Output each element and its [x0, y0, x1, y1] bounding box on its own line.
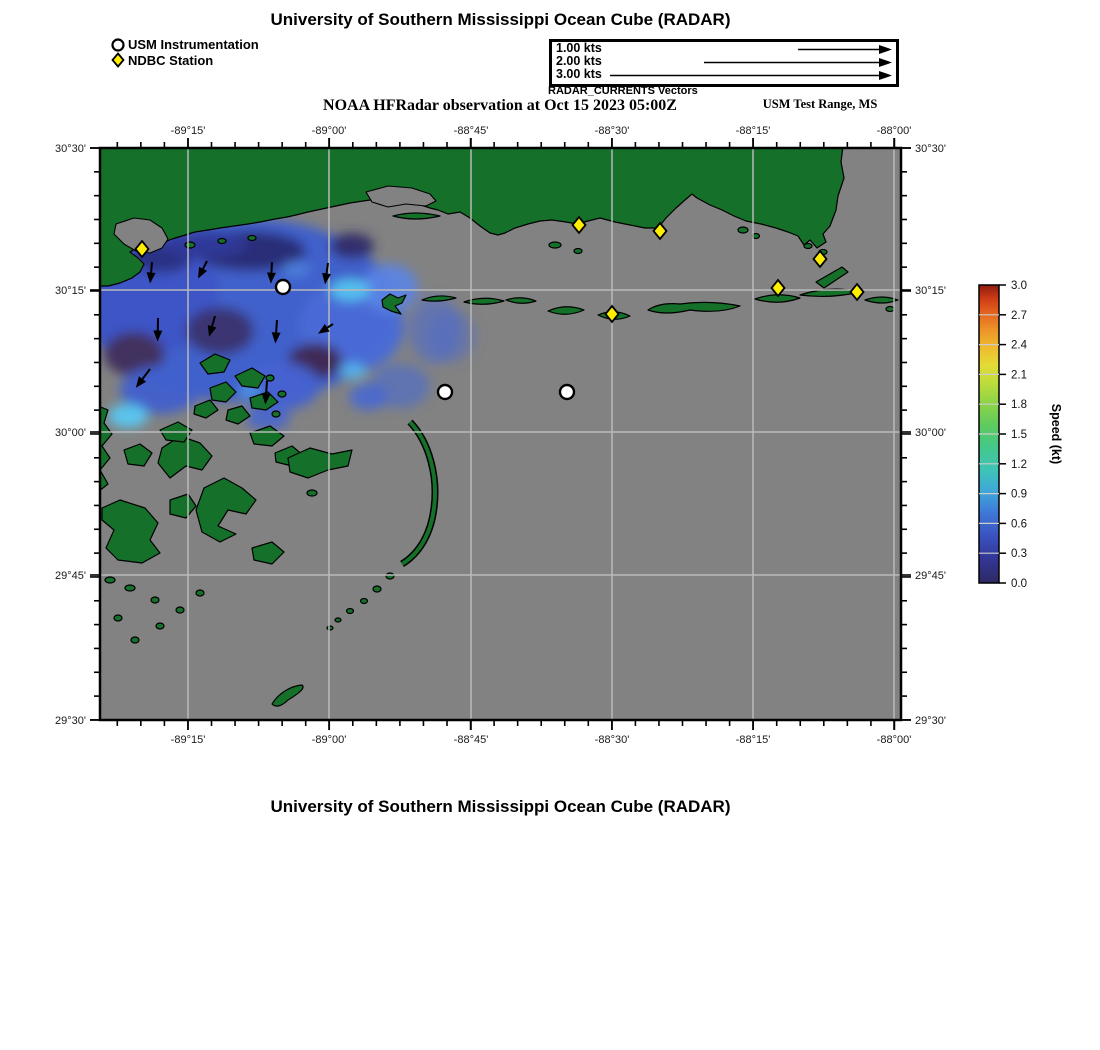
svg-text:-89°15': -89°15': [170, 734, 206, 746]
islet: [248, 236, 256, 241]
svg-text:-88°30': -88°30': [594, 734, 630, 746]
islet: [105, 577, 115, 583]
legend-label: USM Instrumentation: [128, 36, 259, 52]
svg-text:0.0: 0.0: [1011, 578, 1027, 590]
svg-text:-88°00': -88°00': [876, 125, 912, 137]
svg-text:-89°00': -89°00': [311, 125, 347, 137]
islet: [386, 573, 394, 579]
vector-scale-label-3: 3.00 kts: [556, 67, 602, 81]
svg-text:0.6: 0.6: [1011, 518, 1027, 531]
islet: [125, 585, 135, 591]
svg-text:2.1: 2.1: [1011, 369, 1027, 382]
islet: [131, 637, 139, 643]
islet: [307, 490, 317, 496]
svg-text:30°00': 30°00': [55, 427, 86, 439]
svg-text:2.4: 2.4: [1011, 339, 1027, 352]
svg-text:30°30': 30°30': [915, 143, 946, 155]
islet: [886, 307, 894, 312]
svg-text:-89°00': -89°00': [311, 734, 347, 746]
islet: [373, 586, 381, 592]
svg-text:-88°15': -88°15': [735, 125, 771, 137]
islet: [549, 242, 561, 248]
islet: [738, 227, 748, 233]
svg-text:2.7: 2.7: [1011, 309, 1027, 322]
test-range-label: USM Test Range, MS: [762, 97, 878, 111]
legend-label: NDBC Station: [128, 52, 214, 68]
svg-text:-88°30': -88°30': [594, 125, 630, 137]
islet: [176, 607, 184, 613]
colorbar: [979, 280, 1063, 590]
svg-text:-88°00': -88°00': [876, 734, 912, 746]
svg-text:30°15': 30°15': [55, 285, 86, 297]
svg-text:3.0: 3.0: [1011, 280, 1027, 292]
islet: [335, 618, 341, 622]
usm-station-marker: [438, 385, 452, 399]
svg-text:30°00': 30°00': [915, 427, 946, 439]
svg-text:30°30': 30°30': [55, 143, 86, 155]
svg-text:30°15': 30°15': [915, 285, 946, 297]
svg-text:29°30': 29°30': [55, 715, 86, 727]
islet: [272, 411, 280, 417]
islet: [156, 623, 164, 629]
page-title: University of Southern Mississippi Ocean Cube (RADAR): [270, 10, 731, 29]
islet: [114, 615, 122, 621]
svg-text:-88°15': -88°15': [735, 734, 771, 746]
vector-scale-caption: RADAR_CURRENTS Vectors: [548, 85, 698, 97]
islet: [347, 609, 354, 614]
svg-text:-88°45': -88°45': [453, 125, 489, 137]
svg-text:1.2: 1.2: [1011, 458, 1027, 471]
footer-title: University of Southern Mississippi Ocean Cube (RADAR): [270, 797, 731, 816]
islet: [185, 242, 195, 248]
islet: [574, 249, 582, 254]
islet: [361, 599, 368, 604]
vector-scale-label-1: 1.00 kts: [556, 41, 602, 55]
svg-text:29°30': 29°30': [915, 715, 946, 727]
usm-station-marker: [276, 280, 290, 294]
islet: [218, 239, 226, 244]
svg-text:1.8: 1.8: [1011, 399, 1027, 412]
vector-scale-label-2: 2.00 kts: [556, 54, 602, 68]
colorbar-axis-label: Speed (kt): [1049, 403, 1063, 465]
islet: [804, 244, 812, 249]
svg-text:-88°45': -88°45': [453, 734, 489, 746]
svg-text:1.5: 1.5: [1011, 429, 1027, 441]
svg-text:29°45': 29°45': [55, 570, 86, 582]
islet: [278, 391, 286, 397]
pelican-island: [865, 297, 898, 303]
usm-station-marker: [560, 385, 574, 399]
svg-text:-89°15': -89°15': [170, 125, 206, 137]
observation-subtitle: NOAA HFRadar observation at Oct 15 2023 05:00Z: [323, 97, 677, 114]
islet: [196, 590, 204, 596]
svg-text:29°45': 29°45': [915, 570, 946, 582]
svg-text:0.9: 0.9: [1011, 488, 1027, 501]
islet: [151, 597, 159, 603]
svg-text:0.3: 0.3: [1011, 548, 1027, 561]
islet: [327, 626, 333, 630]
islet: [266, 375, 274, 381]
